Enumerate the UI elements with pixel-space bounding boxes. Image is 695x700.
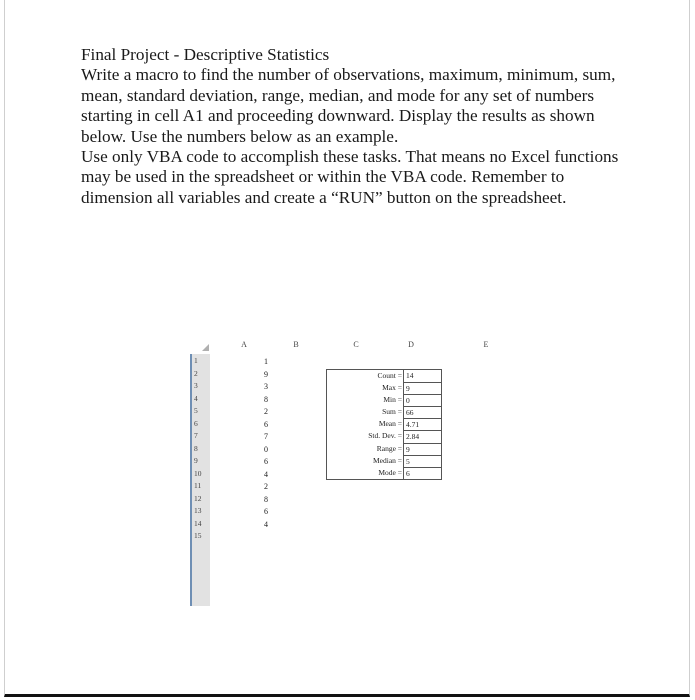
row-number: 2 xyxy=(194,368,198,378)
instructions-paragraph: Write a macro to find the number of observations, maximum, minimum, sum, mean, standard deviation, range, median, and mode for any set of numbers starting in cell A1 and proceeding downward. Display the results as shown below. Use the numbers below as an example. xyxy=(81,65,616,146)
column-header-e: E xyxy=(483,340,489,349)
row-number: 11 xyxy=(194,481,202,490)
cell-a9: 6 xyxy=(264,457,268,466)
stat-value: 2.84 xyxy=(403,430,441,442)
column-header-a: A xyxy=(241,340,247,349)
stat-label: Median = xyxy=(372,455,402,465)
cell-a5: 2 xyxy=(264,407,268,416)
stat-value: 0 xyxy=(403,394,441,406)
stat-row-count xyxy=(327,370,441,382)
stat-value: 5 xyxy=(403,455,441,467)
cell-a13: 6 xyxy=(264,507,268,516)
row-number: 10 xyxy=(194,468,202,478)
stat-label: Mode = xyxy=(378,467,402,477)
row-number: 9 xyxy=(194,456,198,465)
row-number: 15 xyxy=(194,531,202,540)
stat-label: Range = xyxy=(376,443,402,453)
row-number: 12 xyxy=(194,493,202,503)
stat-label: Count = xyxy=(377,371,402,380)
select-all-corner xyxy=(190,335,212,354)
row-header-column xyxy=(190,354,210,606)
constraints-paragraph: Use only VBA code to accomplish these tasks. That means no Excel functions may be used in the spreadsheet or within the VBA code. Remember to dimension all variables and create a “RUN” button on the spreadsheet. xyxy=(81,147,619,207)
stat-row-min xyxy=(327,394,441,406)
row-number: 14 xyxy=(194,518,202,528)
statistics-table xyxy=(326,369,442,480)
cell-a7: 7 xyxy=(264,432,268,441)
stat-value: 4.71 xyxy=(403,418,441,430)
cell-a8: 0 xyxy=(264,444,268,454)
row-number: 5 xyxy=(194,406,198,415)
cell-a3: 3 xyxy=(264,382,268,391)
stat-value: 6 xyxy=(403,467,441,479)
stat-value: 9 xyxy=(403,382,441,394)
stat-row-median xyxy=(327,455,441,467)
stat-value: 14 xyxy=(403,370,441,382)
stat-label: Mean = xyxy=(378,419,402,429)
cell-a6: 6 xyxy=(264,419,268,429)
document-title: Final Project - Descriptive Statistics xyxy=(81,45,330,64)
stat-label: Min = xyxy=(383,395,402,405)
stat-row-range xyxy=(327,443,441,455)
stat-row-max xyxy=(327,382,441,394)
cell-a2: 9 xyxy=(264,369,268,379)
stat-row-mode xyxy=(327,467,441,479)
stat-label: Sum = xyxy=(382,407,402,417)
cell-a10: 4 xyxy=(264,469,268,479)
row-number: 8 xyxy=(194,443,198,453)
column-header-c: C xyxy=(353,340,359,349)
cell-a4: 8 xyxy=(264,394,268,404)
row-number: 7 xyxy=(194,431,198,440)
column-header-d: D xyxy=(408,340,414,349)
stat-row-mean xyxy=(327,418,441,430)
stat-label: Std. Dev. = xyxy=(368,431,402,441)
stat-value: 66 xyxy=(403,406,441,418)
stat-label: Max = xyxy=(382,383,402,393)
row-number: 4 xyxy=(194,393,198,403)
cell-a11: 2 xyxy=(264,482,268,491)
stat-row-sum xyxy=(327,406,441,418)
document-body xyxy=(81,45,621,208)
row-number: 3 xyxy=(194,381,198,390)
row-number: 13 xyxy=(194,506,202,515)
row-number: 1 xyxy=(194,356,198,365)
stat-row-std-dev xyxy=(327,430,441,442)
row-number: 6 xyxy=(194,418,198,428)
cell-a14: 4 xyxy=(264,519,268,529)
column-header-b: B xyxy=(293,340,299,349)
stat-value: 9 xyxy=(403,443,441,455)
cell-a12: 8 xyxy=(264,494,268,504)
cell-a1: 1 xyxy=(264,357,268,366)
